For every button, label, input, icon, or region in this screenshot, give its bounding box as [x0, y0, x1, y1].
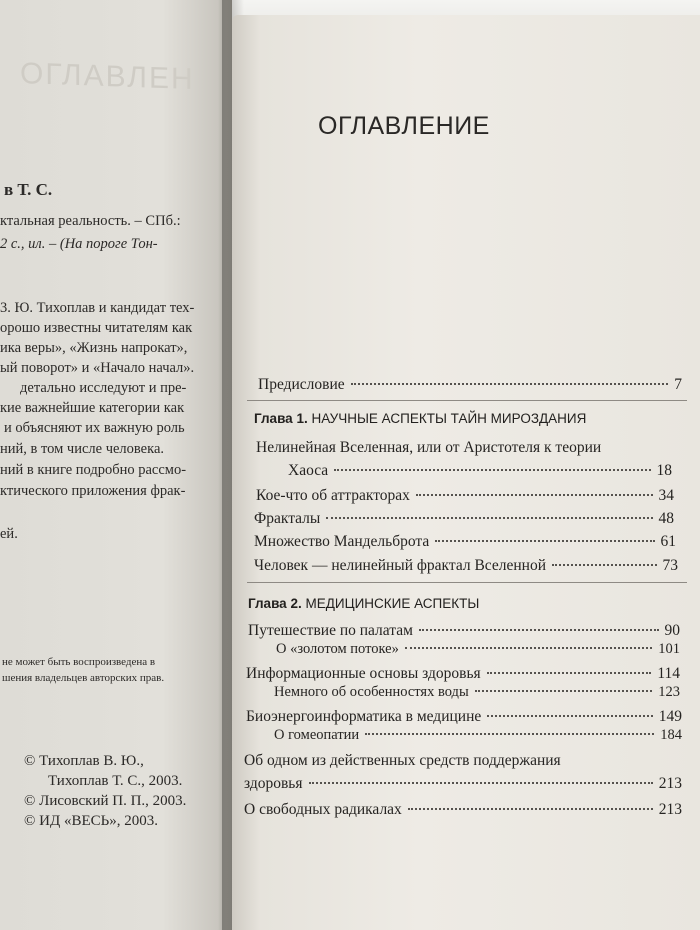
copyright-line: © Лисовский П. П., 2003.: [24, 793, 187, 809]
toc-entry-label: Человек — нелинейный фрактал Вселенной: [254, 557, 547, 574]
toc-entry-line: Об одном из действенных средств поддержания: [244, 752, 561, 769]
annotation-line: и объясняют их важную роль: [4, 420, 185, 436]
annotation-line: 3. Ю. Тихоплав и кандидат тех-: [0, 300, 195, 316]
copyright-line: © Тихоплав В. Ю.,: [24, 753, 144, 769]
copyright-line: Тихоплав Т. С., 2003.: [48, 773, 183, 789]
toc-page-number: 7: [674, 376, 682, 393]
biblio-line: 2 с., ил. – (На пороге Тон-: [0, 236, 158, 252]
show-through-text: ОГЛАВЛЕН: [20, 56, 195, 97]
toc-entry-label: Хаоса: [288, 462, 329, 479]
annotation-line: орошо известны читателям как: [0, 320, 193, 336]
annotation-line: ика веры», «Жизнь напрокат»,: [0, 340, 188, 356]
toc-entry: [254, 510, 674, 528]
annotation-line: кие важнейшие категории как: [0, 400, 185, 416]
dot-leader: [408, 808, 653, 810]
annotation-line: ктического приложения фрак-: [0, 483, 186, 499]
toc-page-number: 90: [664, 622, 680, 639]
toc-page-number: 213: [658, 801, 682, 818]
toc-entry-label: Кое-что об аттракторах: [256, 487, 410, 504]
toc-page-number: 73: [662, 557, 678, 574]
toc-page-number: 101: [658, 641, 680, 657]
dot-leader: [334, 469, 650, 471]
toc-entry: [254, 533, 676, 551]
chapter-title: НАУЧНЫЕ АСПЕКТЫ ТАЙН МИРОЗДАНИЯ: [311, 411, 587, 426]
toc-entry-label: Множество Мандельброта: [254, 533, 430, 550]
toc-page-number: 123: [658, 684, 680, 700]
chapter-heading: [248, 596, 479, 611]
toc-entry: [254, 557, 678, 575]
dot-leader: [326, 517, 652, 519]
toc-entry-label: О свободных радикалах: [244, 801, 402, 818]
toc-entry-label: Биоэнергоинформатика в медицине: [246, 708, 482, 725]
toc-entry-preface: [258, 376, 682, 394]
toc-page-number: 34: [658, 487, 674, 504]
dot-leader: [405, 647, 652, 649]
toc-entry: [256, 487, 674, 505]
page-title: ОГЛАВЛЕНИЕ: [318, 112, 490, 140]
chapter-title: МЕДИЦИНСКИЕ АСПЕКТЫ: [305, 596, 480, 611]
left-page: [0, 0, 232, 930]
toc-entry-label: Немного об особенностях воды: [274, 684, 469, 700]
toc-subentry: [274, 727, 682, 744]
toc-entry: [246, 708, 682, 726]
toc-entry: [246, 665, 680, 683]
dot-leader: [351, 383, 669, 385]
annotation-line: ний в книге подробно рассмо-: [0, 462, 187, 478]
toc-page-number: 149: [658, 708, 682, 725]
rights-line: не может быть воспроизведена в: [2, 656, 156, 668]
divider: [247, 582, 687, 583]
toc-entry-label: Путешествие по палатам: [248, 622, 413, 639]
annotation-line: ый поворот» и «Начало начал».: [0, 360, 195, 376]
toc-entry: [288, 462, 672, 480]
rights-line: шения владельцев авторских прав.: [2, 672, 165, 684]
toc-page-number: 114: [657, 665, 680, 682]
toc-entry-line: Нелинейная Вселенная, или от Аристотеля к теории: [256, 439, 602, 456]
toc-subentry: [276, 641, 680, 658]
toc-page-number: 61: [660, 533, 676, 550]
toc-entry: [248, 622, 680, 640]
toc-entry-label: О «золотом потоке»: [276, 641, 399, 657]
copyright-line: © ИД «ВЕСЬ», 2003.: [24, 813, 158, 829]
dot-leader: [487, 715, 652, 717]
toc-subentry: [274, 684, 680, 701]
annotation-line: ей.: [0, 526, 18, 542]
dot-leader: [552, 564, 656, 566]
chapter-number: Глава 1.: [254, 411, 308, 426]
toc-page-number: 213: [658, 775, 682, 792]
toc-entry-label: Фракталы: [254, 510, 321, 527]
dot-leader: [487, 672, 652, 674]
dot-leader: [309, 782, 653, 784]
dot-leader: [416, 494, 653, 496]
chapter-heading: [254, 411, 586, 426]
dot-leader: [365, 733, 654, 735]
biblio-line: ктальная реальность. – СПб.:: [0, 213, 181, 229]
divider: [247, 400, 687, 401]
annotation-line: детально исследуют и пре-: [20, 380, 187, 396]
chapter-number: Глава 2.: [248, 596, 302, 611]
toc-entry: [244, 775, 682, 793]
toc-page-number: 184: [660, 727, 682, 743]
toc-entry-label: здоровья: [244, 775, 303, 792]
annotation-line: ний, в том числе человека.: [0, 441, 165, 457]
author-name: в Т. С.: [4, 180, 53, 199]
toc-page-number: 48: [658, 510, 674, 527]
toc-entry-label: Информационные основы здоровья: [246, 665, 481, 682]
dot-leader: [435, 540, 654, 542]
toc-page-number: 18: [656, 462, 672, 479]
dot-leader: [419, 629, 659, 631]
toc-entry-label: О гомеопатии: [274, 727, 360, 743]
dot-leader: [475, 690, 653, 692]
toc-entry-label: Предисловие: [258, 376, 345, 393]
toc-entry: [244, 801, 682, 819]
